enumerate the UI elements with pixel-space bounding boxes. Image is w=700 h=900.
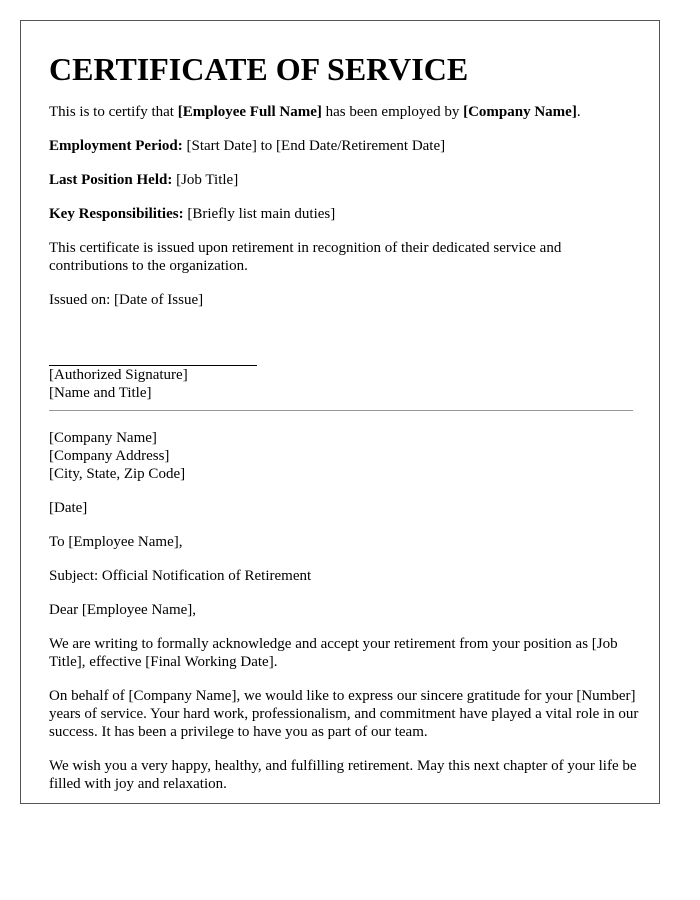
employment-period-value: [Start Date] to [End Date/Retirement Date] [182,138,446,154]
letter-paragraph-wishes: We wish you a very happy, healthy, and fulfilling retirement. May this next chapter of your life be filled with joy and relaxation. [49,758,637,792]
signer-name-title: [Name and Title] [49,385,152,401]
last-position-value: [Job Title] [172,172,239,188]
certify-middle: has been employed by [321,104,464,120]
letter-company-address: [Company Address] [49,448,170,464]
recognition-statement: This certificate is issued upon retirement in recognition of their dedicated service and contributions to the organization. [49,240,562,274]
employment-period [49,137,639,155]
certify-statement [49,103,639,121]
key-responsibilities-value: [Briefly list main duties] [183,206,336,222]
letter-paragraph-gratitude: On behalf of [Company Name], we would like to express our sincere gratitude for your [Number] years of service. Your hard work, professionalism, and commitment have played a vital role in our success. It has been a privilege to have you as part of our team. [49,688,639,740]
key-responsibilities [49,205,639,223]
certify-suffix: . [576,104,581,120]
document-content [49,21,639,804]
letter-salutation: Dear [Employee Name], [49,602,197,618]
issued-on: Issued on: [Date of Issue] [49,292,204,308]
document-page [20,20,660,804]
letter-city-state-zip: [City, State, Zip Code] [49,466,186,482]
letter-company-name: [Company Name] [49,430,157,446]
letter-recipient: To [Employee Name], [49,534,183,550]
company-name-placeholder: [Company Name] [463,104,577,120]
letter-subject: Subject: Official Notification of Retirement [49,568,312,584]
signature-space [49,325,639,365]
certificate-title: CERTIFICATE OF SERVICE [49,51,469,87]
section-divider [49,410,633,411]
certify-prefix: This is to certify that [49,104,178,120]
last-position [49,171,639,189]
employment-period-label: Employment Period: [49,138,183,154]
employee-name-placeholder: [Employee Full Name] [177,104,322,120]
last-position-label: Last Position Held: [49,172,173,188]
letter-date: [Date] [49,500,88,516]
key-responsibilities-label: Key Responsibilities: [49,206,184,222]
authorized-signature: [Authorized Signature] [49,367,188,383]
letter-paragraph-acknowledge: We are writing to formally acknowledge and accept your retirement from your position as [Job Title], effective [Final Working Date]. [49,636,618,670]
